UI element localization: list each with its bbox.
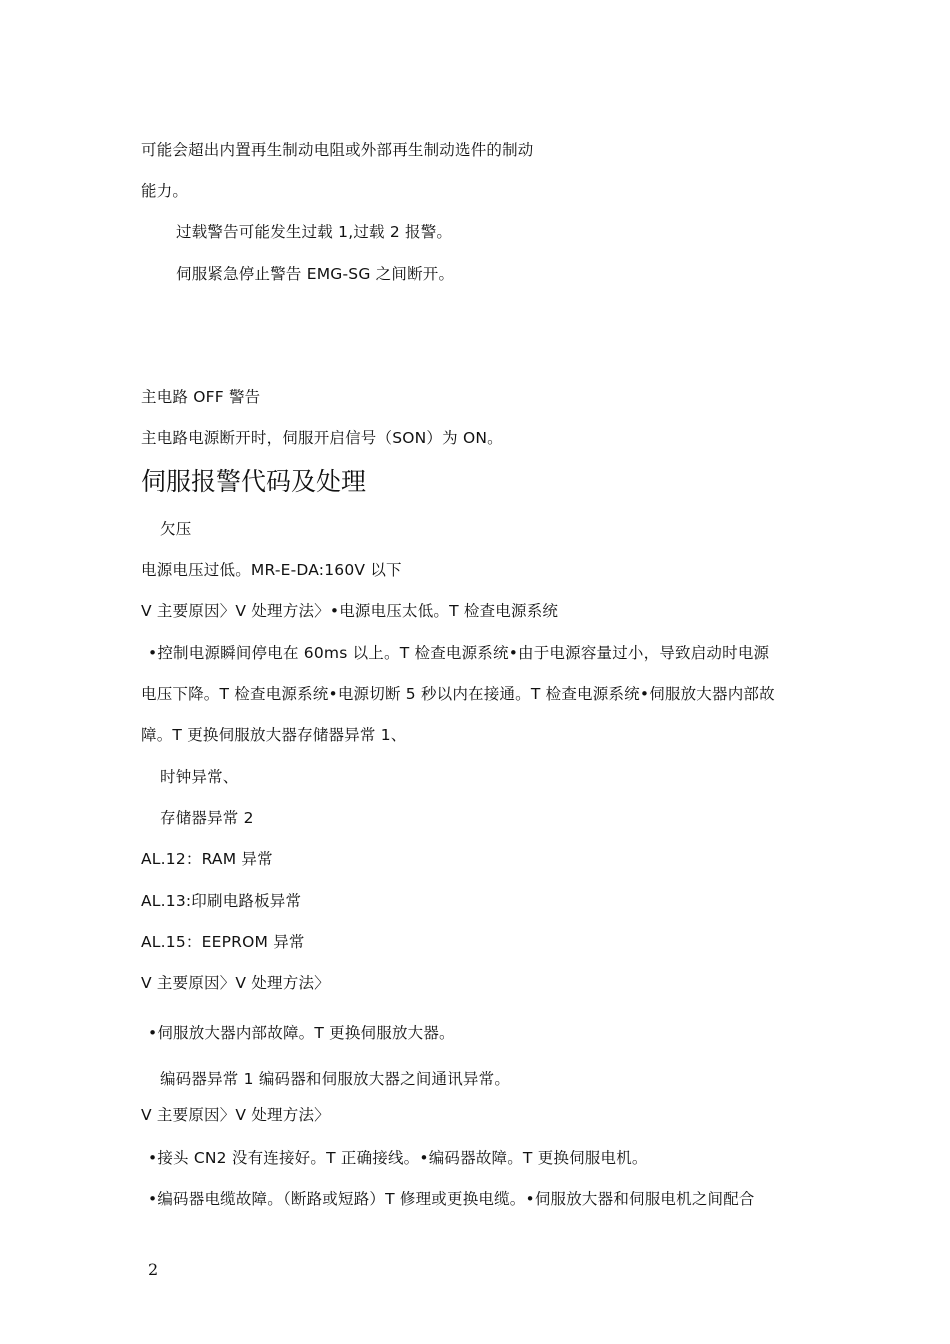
text-line: •编码器电缆故障。（断路或短路）T 修理或更换电缆。•伺服放大器和伺服电机之间配合 <box>148 1190 755 1208</box>
text-line: •控制电源瞬间停电在 60ms 以上。T 检查电源系统•由于电源容量过小，导致启动时电源 <box>148 644 770 662</box>
text-line: 可能会超出内置再生制动电阻或外部再生制动选件的制动 <box>141 141 534 159</box>
text-line: 电源电压过低。MR-E-DA:160V 以下 <box>141 561 402 579</box>
text-line: 主电路电源断开时，伺服开启信号（SON）为 ON。 <box>141 429 503 447</box>
text-line: V 主要原因〉V 处理方法〉 <box>141 974 330 992</box>
text-line: 能力。 <box>141 182 189 200</box>
text-line: V 主要原因〉V 处理方法〉 <box>141 1106 330 1124</box>
text-line: 时钟异常、 <box>160 768 239 786</box>
text-line: 障。T 更换伺服放大器存储器异常 1、 <box>141 726 407 744</box>
text-line: AL.12：RAM 异常 <box>141 850 273 868</box>
text-line: 编码器异常 1 编码器和伺服放大器之间通讯异常。 <box>160 1070 511 1088</box>
text-line: •接头 CN2 没有连接好。T 正确接线。•编码器故障。T 更换伺服电机。 <box>148 1149 648 1167</box>
text-line: 过载警告可能发生过载 1,过载 2 报警。 <box>176 223 453 241</box>
text-line: AL.15：EEPROM 异常 <box>141 933 305 951</box>
page-number: 2 <box>148 1260 159 1279</box>
text-line: 存储器异常 2 <box>160 809 254 827</box>
text-line: V 主要原因〉V 处理方法〉•电源电压太低。T 检查电源系统 <box>141 602 559 620</box>
text-line: 主电路 OFF 警告 <box>141 388 261 406</box>
text-line: 电压下降。T 检查电源系统•电源切断 5 秒以内在接通。T 检查电源系统•伺服放大器内部故 <box>141 685 775 703</box>
text-line: 欠压 <box>160 520 192 538</box>
section-heading: 伺服报警代码及处理 <box>141 467 367 496</box>
text-line: 伺服紧急停止警告 EMG-SG 之间断开。 <box>176 265 455 283</box>
text-line: •伺服放大器内部故障。T 更换伺服放大器。 <box>148 1024 455 1042</box>
text-line: AL.13:印刷电路板异常 <box>141 892 302 910</box>
